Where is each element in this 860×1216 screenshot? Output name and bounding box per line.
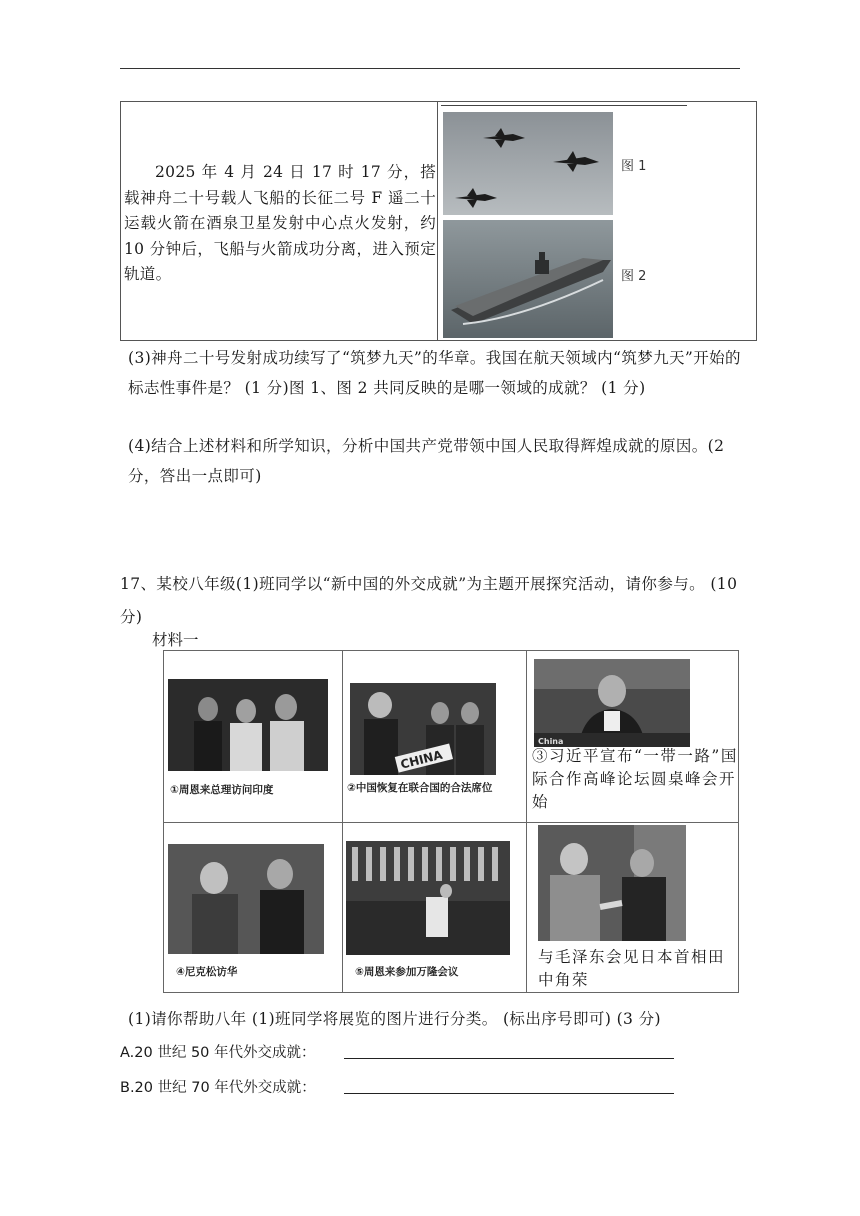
nixon-visit-photo [168, 844, 324, 954]
grid-divider [164, 822, 738, 823]
un-seat-photo [350, 683, 496, 775]
material-divider [437, 102, 438, 340]
tanaka-meeting-photo [538, 825, 686, 941]
china-sign-text: CHINA [399, 747, 444, 772]
zhou-enlai-india-photo [168, 679, 328, 771]
question-17-stem: 17、某校八年级(1)班同学以“新中国的外交成就”为主题开展探究活动，请你参与。 (10 分) [120, 575, 738, 626]
cell-1-caption: ①周恩来总理访问印度 [170, 784, 274, 796]
question-4: (4)结合上述材料和所学知识，分析中国共产党带领中国人民取得辉煌成就的原因。(2 分，答出一点即可) [128, 437, 725, 485]
answer-a-label: A.20 世纪 50 年代外交成就： [120, 1045, 316, 1061]
photo-grid [163, 650, 739, 993]
fig1-label: 图 1 [621, 159, 647, 174]
fig2-label: 图 2 [621, 269, 647, 284]
material-text: 2025 年 4 月 24 日 17 时 17 分，搭载神舟二十号载人飞船的长征二号 F 遥二十运载火箭在酒泉卫星发射中心点火发射，约 10 分钟后，飞船与火箭成功分离，进入预定轨道。 [124, 163, 436, 283]
photo-top-line [441, 105, 687, 106]
answer-b-blank[interactable] [344, 1093, 674, 1094]
bandung-conference-photo [346, 841, 510, 955]
answer-b-label: B.20 世纪 70 年代外交成就： [120, 1080, 316, 1096]
fighter-jets-photo [443, 110, 755, 340]
cell-3-caption: ③习近平宣布“一带一路”国际合作高峰论坛圆桌峰会开始 [532, 747, 738, 811]
question-3: (3)神舟二十号发射成功续写了“筑梦九天”的华章。我国在航天领域内“筑梦九天”开始的标志性事件是？ (1 分)图 1、图 2 共同反映的是哪一领域的成就？ (1 分) [128, 349, 741, 397]
figure-panel [443, 110, 755, 340]
sub-question-1: (1)请你帮助八年 (1)班同学将展览的图片进行分类。 (标出序号即可) (3 分) [128, 1010, 661, 1028]
cell-2-caption: ②中国恢复在联合国的合法席位 [347, 782, 493, 794]
xi-jinping-photo [534, 659, 690, 747]
material-box [120, 101, 757, 341]
header-rule [120, 68, 740, 69]
material-one-label: 材料一 [152, 631, 199, 649]
cell-5-caption: ⑤周恩来参加万隆会议 [355, 966, 459, 978]
china-badge: China [538, 737, 564, 746]
cell-6-caption: 与毛泽东会见日本首相田中角荣 [538, 948, 726, 989]
cell-4-caption: ④尼克松访华 [176, 966, 238, 978]
answer-a-blank[interactable] [344, 1058, 674, 1059]
